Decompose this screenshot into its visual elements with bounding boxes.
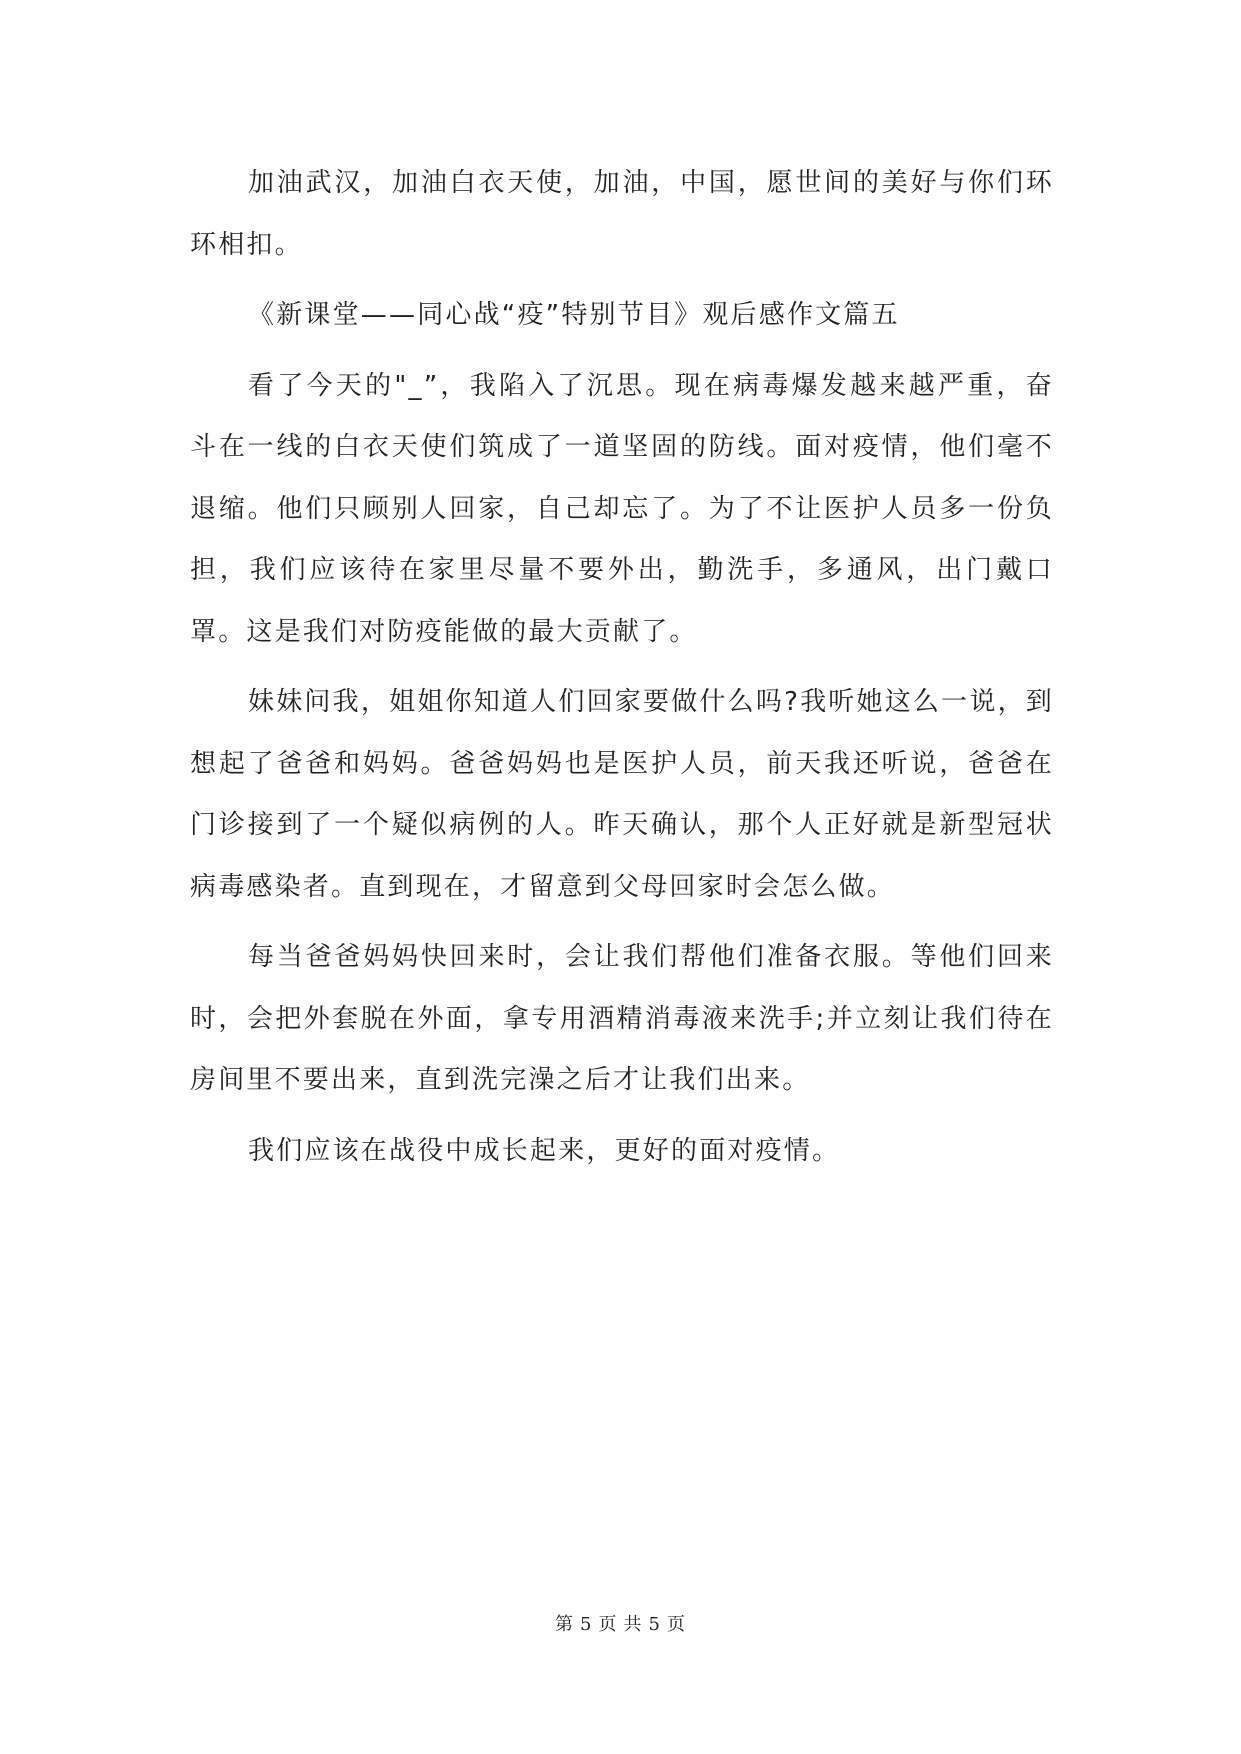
section-heading: 《新课堂——同心战“疫”特别节目》观后感作文篇五 [248, 300, 900, 330]
paragraph-sister-question: 妹妹问我，姐姐你知道人们回家要做什么吗?我听她这么一说，到想起了爸爸和妈妈。爸爸妈妈也是医护人员，前天我还听说，爸爸在门诊接到了一个疑似病例的人。昨天确认，那个人正好就是新型冠状病毒感染者。直到现在，才留意到父母回家时会怎么做。 [190, 687, 1054, 902]
paragraph-reflection: 看了今天的"_”，我陷入了沉思。现在病毒爆发越来越严重，奋斗在一线的白衣天使们筑成了一道坚固的防线。面对疫情，他们毫不退缩。他们只顾别人回家，自己却忘了。为了不让医护人员多一份负担，我们应该待在家里尽量不要外出，勤洗手，多通风，出门戴口罩。这是我们对防疫能做的最大贡献了。 [190, 370, 1054, 647]
footer-suffix: 页 [666, 1614, 686, 1635]
paragraph-conclusion: 我们应该在战役中成长起来，更好的面对疫情。 [248, 1135, 841, 1166]
document-body [190, 153, 1054, 1191]
footer-prefix: 第 [555, 1614, 575, 1635]
paragraph-parents-return: 每当爸爸妈妈快回来时，会让我们帮他们准备衣服。等他们回来时，会把外套脱在外面，拿专用酒精消毒液来洗手;并立刻让我们待在房间里不要出来，直到洗完澡之后才让我们出来。 [190, 942, 1054, 1095]
footer-total-word: 共 [623, 1614, 643, 1635]
paragraph-closing-cheer: 加油武汉，加油白衣天使，加油，中国，愿世间的美好与你们环环相扣。 [190, 168, 1054, 260]
page-number-footer [0, 1610, 1241, 1636]
footer-page-word: 页 [598, 1614, 618, 1635]
footer-total-pages: 5 [648, 1614, 661, 1635]
footer-current-page: 5 [580, 1614, 593, 1635]
